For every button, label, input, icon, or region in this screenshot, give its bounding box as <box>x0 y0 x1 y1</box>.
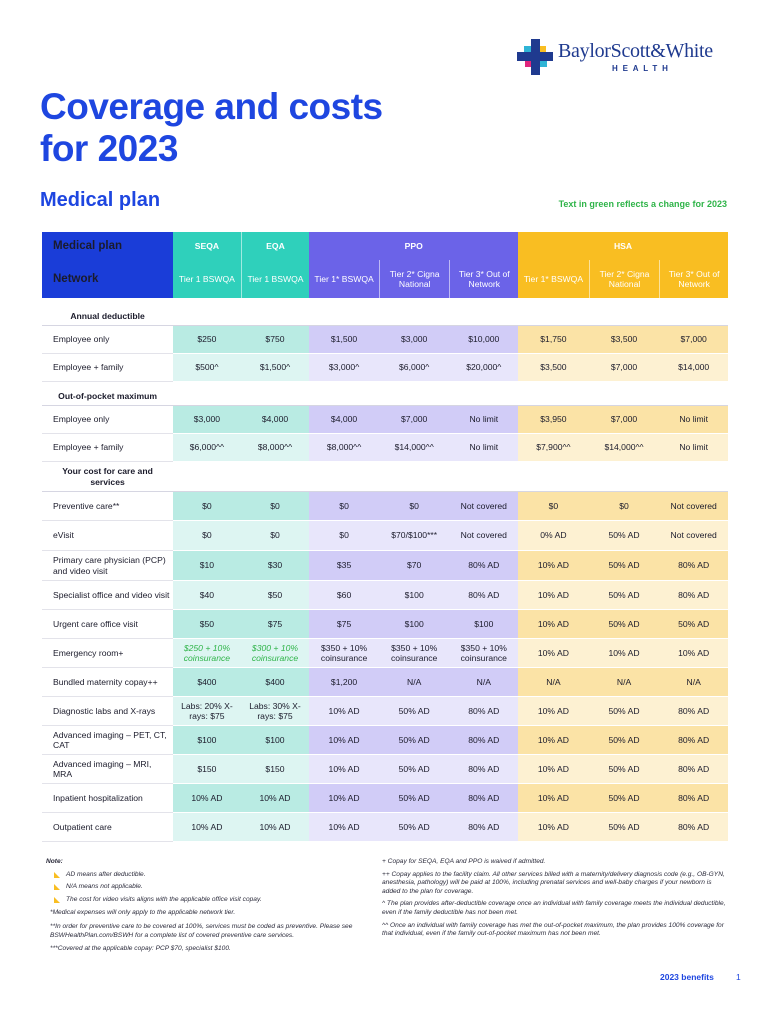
eqa-header: EQA <box>241 232 310 260</box>
table-cell: 50% AD <box>379 784 450 813</box>
footnote: *Medical expenses will only apply to the applicable network tier. <box>50 909 236 917</box>
table-cell: $100 <box>379 610 450 639</box>
table-cell: $50 <box>173 610 241 639</box>
table-cell: $3,000 <box>173 406 241 434</box>
network-cell: Tier 2* Cigna National <box>379 260 450 298</box>
table-cell: 10% AD <box>309 697 379 726</box>
section-row <box>42 462 728 492</box>
section-row <box>42 388 728 406</box>
table-cell: $250 <box>173 326 241 354</box>
triangle-icon <box>54 897 60 903</box>
table-cell: 50% AD <box>379 697 450 726</box>
table-cell: 50% AD <box>589 551 660 581</box>
notes-right <box>382 858 728 943</box>
table-cell: 80% AD <box>659 755 728 784</box>
table-cell: $350 + 10% coinsurance <box>379 639 450 668</box>
table-cell: $6,000^^ <box>173 434 241 462</box>
table-row <box>42 551 728 581</box>
ppo-header: PPO <box>309 232 518 260</box>
page-number: 1 <box>736 972 741 982</box>
section-label: Your cost for care and services <box>42 462 173 492</box>
cross-logo-icon <box>516 38 554 76</box>
note-bullet <box>46 883 368 892</box>
table-row <box>42 639 728 668</box>
row-label: Employee only <box>42 326 173 354</box>
table-row <box>42 581 728 610</box>
table-cell: $7,000 <box>589 354 660 382</box>
table-cell: $6,000^ <box>379 354 450 382</box>
table-cell: No limit <box>449 406 518 434</box>
table-cell: $150 <box>241 755 310 784</box>
medical-plan-label: Medical plan <box>42 232 173 260</box>
brand-sub: HEALTH <box>612 64 673 73</box>
table-cell: $0 <box>241 521 310 551</box>
table-cell: 10% AD <box>309 755 379 784</box>
table-cell: 80% AD <box>659 697 728 726</box>
table-cell: $7,900^^ <box>518 434 589 462</box>
table-cell: 50% AD <box>589 610 660 639</box>
table-cell: 50% AD <box>589 813 660 842</box>
table-cell: 10% AD <box>309 726 379 755</box>
table-cell: $10 <box>173 551 241 581</box>
section-label: Annual deductible <box>42 308 173 326</box>
table-cell: $350 + 10% coinsurance <box>309 639 379 668</box>
table-cell: No limit <box>659 406 728 434</box>
table-cell: N/A <box>379 668 450 697</box>
table-row <box>42 668 728 697</box>
table-cell: 10% AD <box>518 551 589 581</box>
table-cell: 50% AD <box>589 697 660 726</box>
table-cell: 80% AD <box>449 581 518 610</box>
table-cell: $4,000 <box>241 406 310 434</box>
table-cell: 80% AD <box>449 755 518 784</box>
section-row <box>42 308 728 326</box>
footnote: ^^ Once an individual with family coverage has met the out-of-pocket maximum, the plan provides 100% coverage for that individual, even if the family out-of-pocket maximum has not been met. <box>382 921 724 938</box>
table-cell: $350 + 10% coinsurance <box>449 639 518 668</box>
network-cell: Tier 3* Out of Network <box>449 260 518 298</box>
table-cell: 10% AD <box>518 813 589 842</box>
table-cell: 10% AD <box>518 697 589 726</box>
table-cell: 10% AD <box>309 813 379 842</box>
page-title <box>40 86 383 170</box>
brand-name: BaylorScott&White <box>558 40 713 62</box>
table-row <box>42 406 728 434</box>
table-cell: $3,000 <box>379 326 450 354</box>
table-cell: 80% AD <box>449 697 518 726</box>
table-row <box>42 521 728 551</box>
row-label: Primary care physician (PCP) and video visit <box>42 551 173 581</box>
table-cell: Labs: 30% X-rays: $75 <box>241 697 310 726</box>
table-cell: $3,500 <box>589 326 660 354</box>
table-cell: $400 <box>173 668 241 697</box>
table-row <box>42 326 728 354</box>
network-cell: Tier 1 BSWQA <box>241 260 310 298</box>
row-label: Specialist office and video visit <box>42 581 173 610</box>
row-label: Preventive care** <box>42 492 173 521</box>
row-label: Employee only <box>42 406 173 434</box>
table-cell: 80% AD <box>449 726 518 755</box>
note-bullet-text: AD means after deductible. <box>66 870 146 878</box>
table-cell: 80% AD <box>659 813 728 842</box>
plan-header-row <box>42 232 728 260</box>
table-cell: 10% AD <box>518 610 589 639</box>
table-cell: $0 <box>589 492 660 521</box>
table-cell: $70/$100*** <box>379 521 450 551</box>
table-cell: $1,750 <box>518 326 589 354</box>
footnote: **In order for preventive care to be covered at 100%, services must be coded as preventive. Please see BSWHealthPlan.com/BSWH for a complete list of covered preventive care services. <box>50 922 353 939</box>
table-row <box>42 434 728 462</box>
table-cell: 10% AD <box>518 726 589 755</box>
table-cell: $7,000 <box>659 326 728 354</box>
title-line-2: for 2023 <box>40 128 178 169</box>
table-cell: 80% AD <box>659 551 728 581</box>
note-heading: Note: <box>46 858 63 865</box>
table-cell: $8,000^^ <box>309 434 379 462</box>
table-cell: $0 <box>173 521 241 551</box>
table-cell: $75 <box>309 610 379 639</box>
note-bullet <box>46 871 368 880</box>
row-label: Urgent care office visit <box>42 610 173 639</box>
table-cell: 80% AD <box>659 784 728 813</box>
table-cell: $0 <box>309 521 379 551</box>
row-label: Emergency room+ <box>42 639 173 668</box>
note-bullet-text: N/A means not applicable. <box>66 883 143 891</box>
table-cell: 80% AD <box>449 784 518 813</box>
row-label: Outpatient care <box>42 813 173 842</box>
table-cell: 50% AD <box>589 784 660 813</box>
table-cell: $14,000^^ <box>589 434 660 462</box>
table-cell: N/A <box>659 668 728 697</box>
network-row <box>42 260 728 298</box>
table-cell: $35 <box>309 551 379 581</box>
table-cell: 50% AD <box>589 521 660 551</box>
network-cell: Tier 1* BSWQA <box>309 260 379 298</box>
table-cell: $70 <box>379 551 450 581</box>
footnote: ^ The plan provides after-deductible coverage once an individual with family coverage meets the individual deductible, even if the family deductible has not been met. <box>382 900 726 916</box>
table-cell: $50 <box>241 581 310 610</box>
table-cell: 50% AD <box>589 755 660 784</box>
table-cell: 50% AD <box>379 726 450 755</box>
table-row <box>42 784 728 813</box>
table-cell: $500^ <box>173 354 241 382</box>
table-cell: 10% AD <box>518 755 589 784</box>
triangle-icon <box>54 872 60 878</box>
section-title: Medical plan <box>40 189 161 211</box>
table-row <box>42 755 728 784</box>
table-cell: N/A <box>518 668 589 697</box>
table-cell: $1,500 <box>309 326 379 354</box>
table-cell: $3,950 <box>518 406 589 434</box>
table-cell: 10% AD <box>518 639 589 668</box>
footnote: + Copay for SEQA, EQA and PPO is waived if admitted. <box>382 858 546 865</box>
footnote: ++ Copay applies to the facility claim. All other services billed with a maternity/delivery diagnosis code (e.g., OB-GYN, anesthesia, pathology) will be paid at 100%, including prenatal services and well-baby charges if your newborn is added to the plan for coverage. <box>382 870 725 895</box>
table-cell: $7,000 <box>379 406 450 434</box>
table-cell: 10% AD <box>518 784 589 813</box>
table-cell: $0 <box>241 492 310 521</box>
table-cell: 80% AD <box>449 551 518 581</box>
table-cell: $1,200 <box>309 668 379 697</box>
network-cell: Tier 3* Out of Network <box>659 260 728 298</box>
table-cell: $60 <box>309 581 379 610</box>
table-cell: $14,000^^ <box>379 434 450 462</box>
row-label: Advanced imaging – PET, CT, CAT <box>42 726 173 755</box>
table-cell: $3,500 <box>518 354 589 382</box>
footer-label: 2023 benefits <box>660 972 714 982</box>
table-cell: 10% AD <box>589 639 660 668</box>
table-cell: N/A <box>589 668 660 697</box>
table-cell: N/A <box>449 668 518 697</box>
table-cell: 10% AD <box>173 784 241 813</box>
table-cell: $1,500^ <box>241 354 310 382</box>
table-cell: 50% AD <box>379 755 450 784</box>
table-cell: 10% AD <box>518 581 589 610</box>
note-bullet <box>46 896 368 905</box>
note-bullet-text: The cost for video visits aligns with the applicable office visit copay. <box>66 895 262 903</box>
table-row <box>42 354 728 382</box>
network-label: Network <box>42 260 173 298</box>
table-cell: $0 <box>518 492 589 521</box>
table-cell: $7,000 <box>589 406 660 434</box>
table-cell: $10,000 <box>449 326 518 354</box>
table-cell: 0% AD <box>518 521 589 551</box>
table-cell: 10% AD <box>241 784 310 813</box>
table-cell: $20,000^ <box>449 354 518 382</box>
row-label: eVisit <box>42 521 173 551</box>
row-label: Diagnostic labs and X-rays <box>42 697 173 726</box>
change-legend: Text in green reflects a change for 2023 <box>558 199 727 209</box>
table-cell: $0 <box>173 492 241 521</box>
table-cell: No limit <box>449 434 518 462</box>
table-cell: $750 <box>241 326 310 354</box>
triangle-icon <box>54 884 60 890</box>
table-cell: $100 <box>241 726 310 755</box>
table-cell: 50% AD <box>379 813 450 842</box>
table-cell: $100 <box>449 610 518 639</box>
table-row <box>42 726 728 755</box>
table-cell: 50% AD <box>589 581 660 610</box>
row-label: Bundled maternity copay++ <box>42 668 173 697</box>
table-cell: $100 <box>379 581 450 610</box>
table-cell: $8,000^^ <box>241 434 310 462</box>
table-cell: 80% AD <box>659 726 728 755</box>
table-cell: No limit <box>659 434 728 462</box>
table-cell: $14,000 <box>659 354 728 382</box>
table-row <box>42 610 728 639</box>
table-cell: 10% AD <box>241 813 310 842</box>
table-cell: $40 <box>173 581 241 610</box>
seqa-header: SEQA <box>173 232 241 260</box>
table-cell: $150 <box>173 755 241 784</box>
table-cell: 80% AD <box>449 813 518 842</box>
table-cell: $30 <box>241 551 310 581</box>
table-cell: 50% AD <box>589 726 660 755</box>
table-cell: Not covered <box>449 521 518 551</box>
network-cell: Tier 1* BSWQA <box>518 260 589 298</box>
table-cell: Not covered <box>659 521 728 551</box>
hsa-header: HSA <box>518 232 728 260</box>
row-label: Advanced imaging – MRI, MRA <box>42 755 173 784</box>
row-label: Employee + family <box>42 354 173 382</box>
table-row <box>42 697 728 726</box>
table-cell: Not covered <box>659 492 728 521</box>
table-cell: $75 <box>241 610 310 639</box>
row-label: Employee + family <box>42 434 173 462</box>
table-cell: $300 + 10% coinsurance <box>241 639 310 668</box>
table-cell: $100 <box>173 726 241 755</box>
coverage-table <box>42 232 728 842</box>
table-cell: $4,000 <box>309 406 379 434</box>
table-cell: $250 + 10% coinsurance <box>173 639 241 668</box>
baylor-scott-white-logo <box>516 38 732 78</box>
table-cell: 50% AD <box>659 610 728 639</box>
network-cell: Tier 2* Cigna National <box>589 260 660 298</box>
notes-left <box>46 858 368 954</box>
table-cell: $3,000^ <box>309 354 379 382</box>
table-cell: $400 <box>241 668 310 697</box>
title-line-1: Coverage and costs <box>40 86 383 127</box>
table-cell: Not covered <box>449 492 518 521</box>
table-row <box>42 492 728 521</box>
table-cell: 80% AD <box>659 581 728 610</box>
table-row <box>42 813 728 842</box>
network-cell: Tier 1 BSWQA <box>173 260 241 298</box>
row-label: Inpatient hospitalization <box>42 784 173 813</box>
table-cell: 10% AD <box>173 813 241 842</box>
footnote: ***Covered at the applicable copay: PCP $70, specialist $100. <box>50 945 231 953</box>
table-cell: $0 <box>379 492 450 521</box>
table-cell: 10% AD <box>309 784 379 813</box>
table-cell: 10% AD <box>659 639 728 668</box>
section-label: Out-of-pocket maximum <box>42 388 173 406</box>
table-cell: Labs: 20% X-rays: $75 <box>173 697 241 726</box>
table-cell: $0 <box>309 492 379 521</box>
